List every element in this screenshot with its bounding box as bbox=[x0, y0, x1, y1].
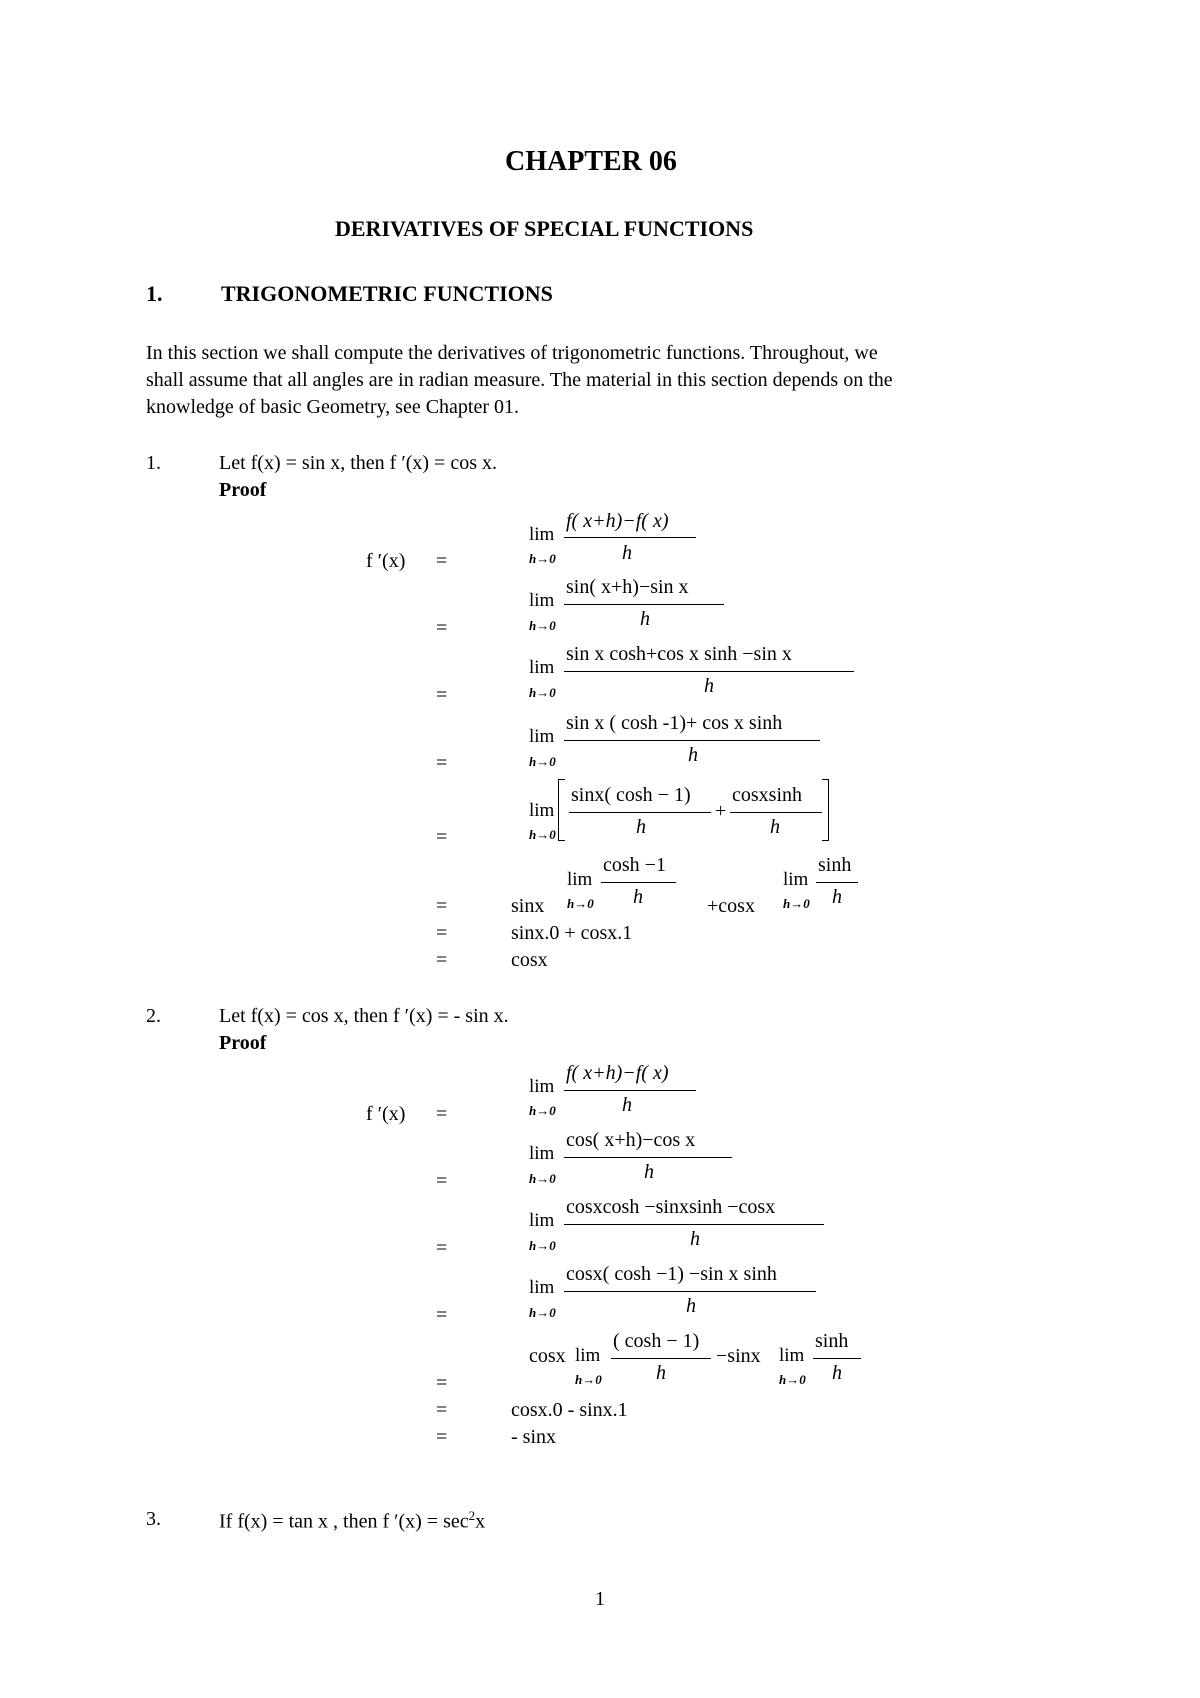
lim-subscript: h→0 bbox=[783, 896, 810, 911]
fraction-numerator: sinx( cosh − 1) bbox=[571, 784, 691, 806]
item-2-step-result: cosx.0 - sinx.1 bbox=[511, 1399, 628, 1421]
item-3-statement bbox=[219, 1508, 485, 1534]
item-2-statement: Let f(x) = cos x, then f ′(x) = - sin x. bbox=[219, 1005, 509, 1027]
lim-subscript: h→0 bbox=[529, 1238, 556, 1253]
fraction-numerator: cosh −1 bbox=[603, 854, 666, 876]
fraction-bar bbox=[569, 812, 711, 813]
lim-operator: lim bbox=[529, 1277, 555, 1298]
equals-sign: = bbox=[436, 826, 448, 848]
fraction-denominator: h bbox=[622, 1094, 632, 1116]
fraction-denominator: h bbox=[656, 1362, 666, 1384]
lim-subscript: h→0 bbox=[575, 1372, 602, 1387]
fraction-numerator: sinh bbox=[815, 1330, 849, 1352]
equals-sign: = bbox=[436, 1103, 448, 1125]
fraction-numerator: cosxcosh −sinxsinh −cosx bbox=[566, 1196, 776, 1218]
sinx-factor: sinx bbox=[511, 895, 545, 917]
chapter-subtitle: DERIVATIVES OF SPECIAL FUNCTIONS bbox=[335, 216, 754, 241]
lim-subscript: h→0 bbox=[529, 685, 556, 700]
right-square-bracket bbox=[822, 779, 829, 841]
lim-operator: lim bbox=[783, 869, 809, 890]
fraction-denominator: h bbox=[704, 675, 714, 697]
fraction-denominator: h bbox=[633, 886, 643, 908]
lim-subscript: h→0 bbox=[529, 551, 556, 566]
lim-operator: lim bbox=[779, 1345, 805, 1366]
equals-sign: = bbox=[436, 922, 448, 944]
item-2-fprime: f ′(x) bbox=[366, 1103, 406, 1125]
fraction-numerator: cosx( cosh −1) −sin x sinh bbox=[566, 1263, 777, 1285]
lim-operator: lim bbox=[529, 800, 555, 821]
item-1-number: 1. bbox=[146, 452, 161, 474]
equals-sign: = bbox=[436, 1304, 448, 1326]
fraction-denominator: h bbox=[640, 608, 650, 630]
item-3-statement-end: x bbox=[475, 1510, 486, 1533]
equals-sign: = bbox=[436, 684, 448, 706]
fraction-denominator: h bbox=[644, 1161, 654, 1183]
fraction-numerator: cos( x+h)−cos x bbox=[566, 1129, 696, 1151]
cosx-factor: cosx bbox=[529, 1345, 566, 1367]
equals-sign: = bbox=[436, 752, 448, 774]
fraction-denominator: h bbox=[622, 542, 632, 564]
lim-operator: lim bbox=[575, 1345, 601, 1366]
fraction-denominator: h bbox=[688, 744, 698, 766]
item-1-step-result: sinx.0 + cosx.1 bbox=[511, 922, 633, 944]
fraction-bar bbox=[611, 1358, 711, 1359]
item-1-proof-label: Proof bbox=[219, 479, 267, 501]
fraction-numerator: ( cosh − 1) bbox=[613, 1330, 700, 1352]
lim-subscript: h→0 bbox=[529, 1305, 556, 1320]
lim-operator: lim bbox=[529, 1210, 555, 1231]
fraction-bar bbox=[564, 740, 820, 741]
equals-sign: = bbox=[436, 1426, 448, 1448]
item-3-statement-main: If f(x) = tan x , then f ′(x) = sec bbox=[219, 1510, 469, 1533]
lim-operator: lim bbox=[529, 1076, 555, 1097]
lim-subscript: h→0 bbox=[529, 1171, 556, 1186]
fraction-denominator: h bbox=[832, 1362, 842, 1384]
fraction-bar bbox=[730, 812, 822, 813]
left-square-bracket bbox=[558, 779, 565, 841]
fraction-numerator: sin( x+h)−sin x bbox=[566, 576, 689, 598]
fraction-numerator: f( x+h)−f( x) bbox=[566, 1062, 669, 1084]
lim-subscript: h→0 bbox=[779, 1372, 806, 1387]
lim-subscript: h→0 bbox=[567, 896, 594, 911]
lim-operator: lim bbox=[567, 869, 593, 890]
equals-sign: = bbox=[436, 1372, 448, 1394]
lim-subscript: h→0 bbox=[529, 827, 556, 842]
intro-line-2: shall assume that all angles are in radian measure. The material in this section depends on the bbox=[146, 369, 893, 391]
item-3-superscript: 2 bbox=[468, 1508, 476, 1523]
equals-sign: = bbox=[436, 550, 448, 572]
lim-operator: lim bbox=[529, 1143, 555, 1164]
intro-line-1: In this section we shall compute the derivatives of trigonometric functions. Throughout, we bbox=[146, 342, 878, 364]
cosx-term: +cosx bbox=[707, 895, 755, 917]
fraction-numerator: sinh bbox=[818, 854, 852, 876]
lim-subscript: h→0 bbox=[529, 754, 556, 769]
item-1-statement: Let f(x) = sin x, then f ′(x) = cos x. bbox=[219, 452, 497, 474]
fraction-bar bbox=[564, 1090, 696, 1091]
equals-sign: = bbox=[436, 949, 448, 971]
item-3-number: 3. bbox=[146, 1508, 161, 1530]
fraction-bar bbox=[564, 1157, 732, 1158]
fraction-numerator: f( x+h)−f( x) bbox=[566, 510, 669, 532]
fraction-numerator: sin x ( cosh -1)+ cos x sinh bbox=[566, 712, 783, 734]
plus-sign: + bbox=[715, 800, 727, 822]
item-1-final-result: cosx bbox=[511, 949, 548, 971]
fraction-bar bbox=[564, 1224, 824, 1225]
equals-sign: = bbox=[436, 1170, 448, 1192]
fraction-denominator: h bbox=[636, 816, 646, 838]
fraction-bar bbox=[813, 1358, 861, 1359]
fraction-denominator: h bbox=[770, 816, 780, 838]
lim-operator: lim bbox=[529, 657, 555, 678]
fraction-denominator: h bbox=[686, 1295, 696, 1317]
equals-sign: = bbox=[436, 1399, 448, 1421]
lim-operator: lim bbox=[529, 524, 555, 545]
equals-sign: = bbox=[436, 617, 448, 639]
fraction-denominator: h bbox=[832, 886, 842, 908]
minus-sinx-term: −sinx bbox=[716, 1345, 761, 1367]
fraction-bar bbox=[564, 671, 854, 672]
item-2-proof-label: Proof bbox=[219, 1032, 267, 1054]
page-number: 1 bbox=[595, 1588, 605, 1610]
fraction-numerator: sin x cosh+cos x sinh −sin x bbox=[566, 643, 792, 665]
fraction-bar bbox=[564, 604, 724, 605]
lim-subscript: h→0 bbox=[529, 1103, 556, 1118]
item-2-number: 2. bbox=[146, 1005, 161, 1027]
section-title: TRIGONOMETRIC FUNCTIONS bbox=[221, 281, 553, 306]
fraction-bar bbox=[564, 537, 696, 538]
chapter-title: CHAPTER 06 bbox=[505, 146, 677, 177]
item-2-final-result: - sinx bbox=[511, 1426, 556, 1448]
item-1-fprime: f ′(x) bbox=[366, 550, 406, 572]
lim-subscript: h→0 bbox=[529, 618, 556, 633]
lim-operator: lim bbox=[529, 590, 555, 611]
lim-operator: lim bbox=[529, 726, 555, 747]
equals-sign: = bbox=[436, 1237, 448, 1259]
fraction-numerator: cosxsinh bbox=[732, 784, 802, 806]
fraction-bar bbox=[564, 1291, 816, 1292]
fraction-denominator: h bbox=[690, 1228, 700, 1250]
equals-sign: = bbox=[436, 895, 448, 917]
section-number: 1. bbox=[146, 281, 163, 306]
fraction-bar bbox=[816, 882, 858, 883]
fraction-bar bbox=[601, 882, 676, 883]
intro-line-3: knowledge of basic Geometry, see Chapter 01. bbox=[146, 396, 520, 418]
